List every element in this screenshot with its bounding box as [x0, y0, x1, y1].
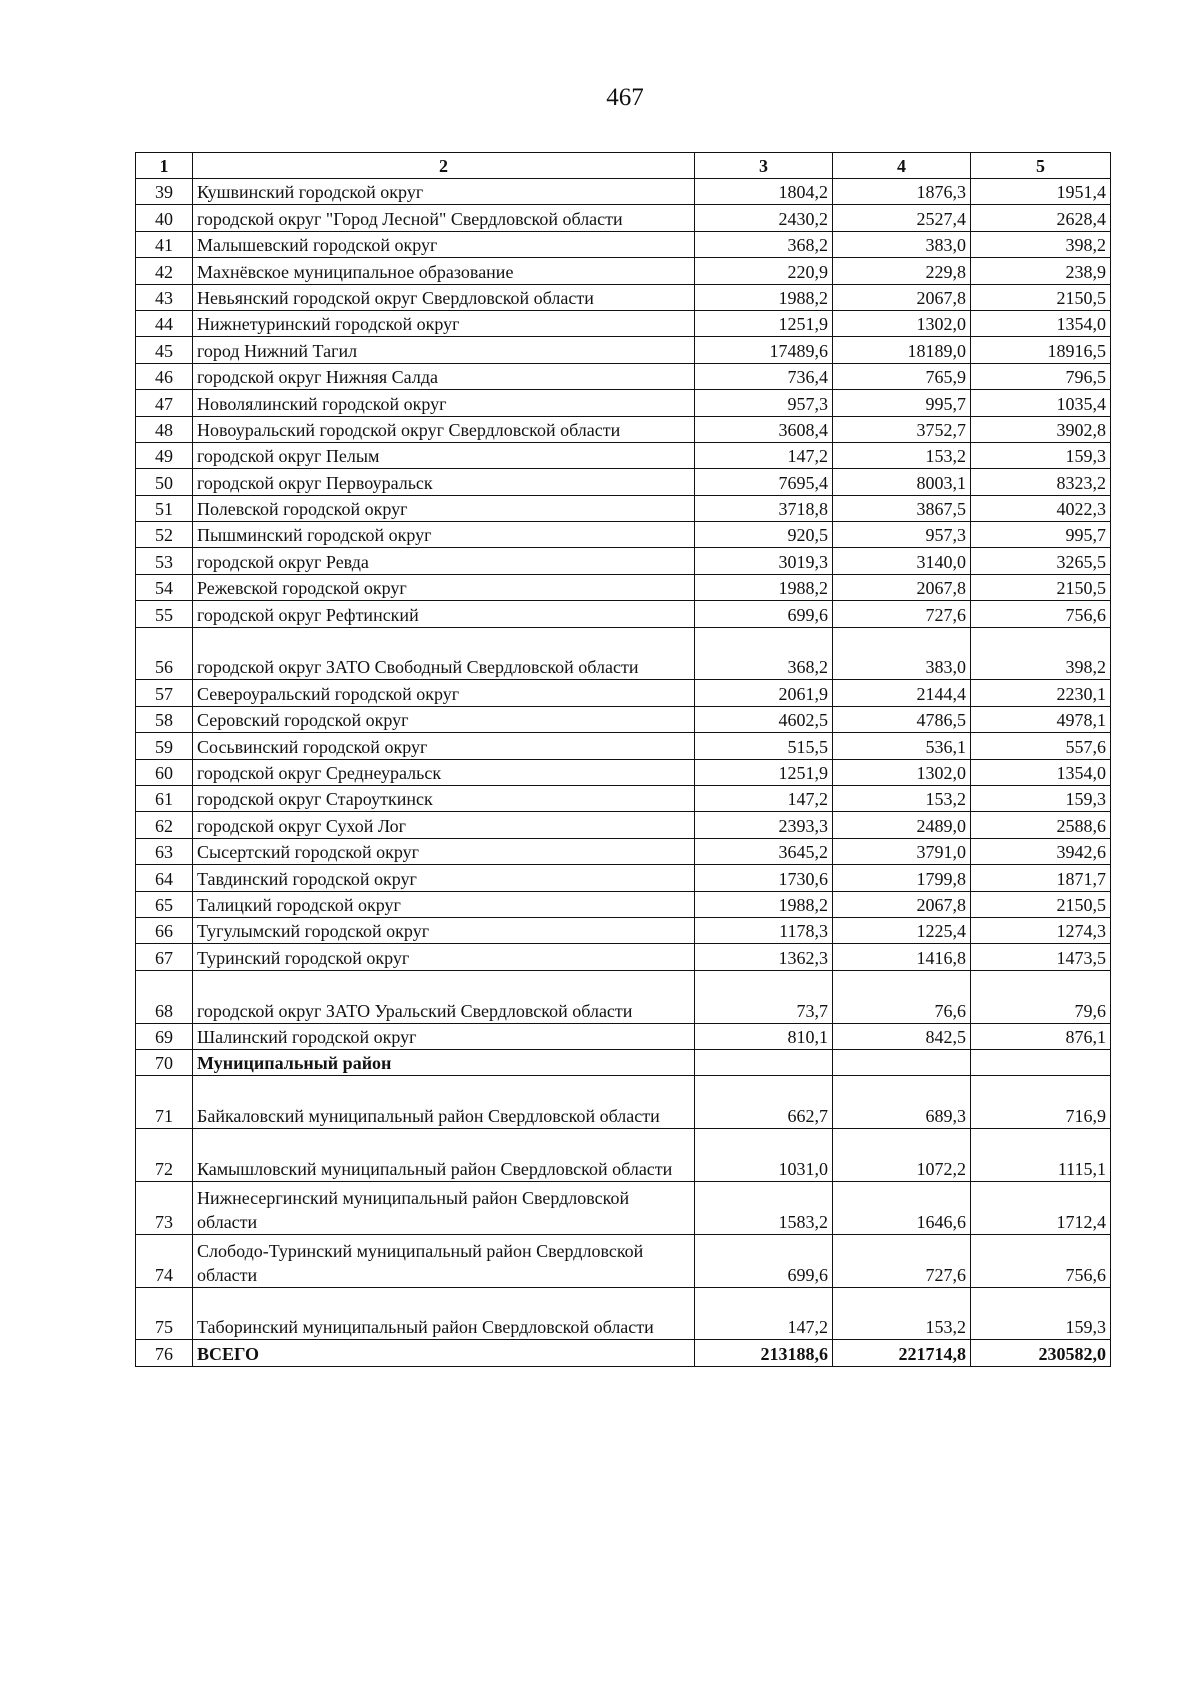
value-col4-cell: 1876,3	[833, 179, 971, 205]
row-number-cell: 52	[136, 522, 193, 548]
value-col5-cell: 1354,0	[971, 759, 1111, 785]
value-col4-cell: 2144,4	[833, 680, 971, 706]
value-col3-cell: 3608,4	[695, 416, 833, 442]
row-number-cell: 59	[136, 733, 193, 759]
municipality-name-cell: Пышминский городской округ	[193, 522, 695, 548]
value-col3-cell: 368,2	[695, 231, 833, 257]
column-header: 1	[136, 153, 193, 179]
value-col3-cell: 2061,9	[695, 680, 833, 706]
municipality-name-cell: Байкаловский муниципальный район Свердловской области	[193, 1076, 695, 1129]
municipality-name-cell: Нижнетуринский городской округ	[193, 310, 695, 336]
row-number-cell: 66	[136, 917, 193, 943]
value-col4-cell: 76,6	[833, 970, 971, 1023]
value-col3-cell: 1988,2	[695, 574, 833, 600]
value-col5-cell: 8323,2	[971, 469, 1111, 495]
value-col4-cell: 957,3	[833, 522, 971, 548]
value-col4-cell: 765,9	[833, 363, 971, 389]
municipality-name-cell: городской округ ЗАТО Уральский Свердловской области	[193, 970, 695, 1023]
value-col3-cell: 920,5	[695, 522, 833, 548]
page-number: 467	[606, 84, 644, 111]
municipality-name-cell: Малышевский городской округ	[193, 231, 695, 257]
row-number-cell: 50	[136, 469, 193, 495]
value-col3-cell: 2430,2	[695, 205, 833, 231]
table-row	[136, 390, 1111, 416]
municipality-name-cell: Камышловский муниципальный район Свердловской области	[193, 1129, 695, 1182]
table-row	[136, 680, 1111, 706]
row-number-cell: 75	[136, 1287, 193, 1340]
value-col4-cell: 536,1	[833, 733, 971, 759]
municipality-name-cell: городской округ Первоуральск	[193, 469, 695, 495]
row-number-cell: 60	[136, 759, 193, 785]
municipality-name-cell: Полевской городской округ	[193, 495, 695, 521]
value-col4-cell: 1302,0	[833, 310, 971, 336]
value-col4-cell: 383,0	[833, 231, 971, 257]
value-col4-cell: 689,3	[833, 1076, 971, 1129]
municipality-name-cell: Муниципальный район	[193, 1049, 695, 1075]
municipality-name-cell: городской округ Староуткинск	[193, 786, 695, 812]
value-col4-cell: 995,7	[833, 390, 971, 416]
value-col5-cell: 995,7	[971, 522, 1111, 548]
value-col5-cell: 3265,5	[971, 548, 1111, 574]
table-row	[136, 1023, 1111, 1049]
value-col3-cell: 736,4	[695, 363, 833, 389]
municipality-name-cell: городской округ Ревда	[193, 548, 695, 574]
value-col3-cell: 515,5	[695, 733, 833, 759]
value-col4-cell: 2067,8	[833, 284, 971, 310]
table-row	[136, 469, 1111, 495]
value-col4-cell: 383,0	[833, 627, 971, 680]
value-col4-cell: 1416,8	[833, 944, 971, 970]
row-number-cell: 65	[136, 891, 193, 917]
value-col5-cell: 2628,4	[971, 205, 1111, 231]
municipality-name-cell: Талицкий городской округ	[193, 891, 695, 917]
value-col3-cell: 2393,3	[695, 812, 833, 838]
value-col5-cell: 1274,3	[971, 917, 1111, 943]
value-col5-cell: 756,6	[971, 601, 1111, 627]
row-number-cell: 68	[136, 970, 193, 1023]
table-row	[136, 601, 1111, 627]
municipality-name-cell: Тавдинский городской округ	[193, 865, 695, 891]
value-col5-cell: 3942,6	[971, 838, 1111, 864]
value-col5-cell: 756,6	[971, 1234, 1111, 1287]
municipality-name-cell: городской округ Нижняя Салда	[193, 363, 695, 389]
value-col3-cell: 1988,2	[695, 891, 833, 917]
value-col5-cell: 2588,6	[971, 812, 1111, 838]
value-col4-cell: 727,6	[833, 601, 971, 627]
table-row	[136, 970, 1111, 1023]
table-row	[136, 786, 1111, 812]
value-col4-cell: 2067,8	[833, 891, 971, 917]
value-col5-cell: 1473,5	[971, 944, 1111, 970]
municipality-name-cell: Невьянский городской округ Свердловской области	[193, 284, 695, 310]
table-row	[136, 1076, 1111, 1129]
value-col5-cell: 79,6	[971, 970, 1111, 1023]
value-col5-cell: 159,3	[971, 786, 1111, 812]
row-number-cell: 43	[136, 284, 193, 310]
value-col4-cell: 3140,0	[833, 548, 971, 574]
municipality-name-cell: Махнёвское муниципальное образование	[193, 258, 695, 284]
municipality-name-cell: городской округ Сухой Лог	[193, 812, 695, 838]
value-col3-cell: 1362,3	[695, 944, 833, 970]
table-row	[136, 337, 1111, 363]
municipality-name-cell: Режевской городской округ	[193, 574, 695, 600]
table-row	[136, 838, 1111, 864]
value-col5-cell: 876,1	[971, 1023, 1111, 1049]
table-row	[136, 205, 1111, 231]
value-col5-cell: 1712,4	[971, 1181, 1111, 1234]
table-row	[136, 1340, 1111, 1366]
table-row	[136, 865, 1111, 891]
value-col4-cell: 8003,1	[833, 469, 971, 495]
table-row	[136, 1129, 1111, 1182]
value-col4-cell: 3867,5	[833, 495, 971, 521]
budget-table	[135, 152, 1111, 1367]
value-col4-cell: 2527,4	[833, 205, 971, 231]
table-row	[136, 917, 1111, 943]
municipality-name-cell: Серовский городской округ	[193, 706, 695, 732]
value-col3-cell: 1251,9	[695, 759, 833, 785]
table-row	[136, 812, 1111, 838]
value-col4-cell: 221714,8	[833, 1340, 971, 1366]
value-col5-cell: 2150,5	[971, 574, 1111, 600]
table-row	[136, 1234, 1111, 1287]
table-row	[136, 944, 1111, 970]
row-number-cell: 57	[136, 680, 193, 706]
value-col5-cell: 3902,8	[971, 416, 1111, 442]
value-col5-cell	[971, 1049, 1111, 1075]
row-number-cell: 49	[136, 442, 193, 468]
value-col3-cell: 3718,8	[695, 495, 833, 521]
municipality-name-cell: Североуральский городской округ	[193, 680, 695, 706]
value-col5-cell: 398,2	[971, 627, 1111, 680]
table-row	[136, 522, 1111, 548]
value-col4-cell: 3752,7	[833, 416, 971, 442]
municipality-name-cell: Туринский городской округ	[193, 944, 695, 970]
table-row	[136, 574, 1111, 600]
table-row	[136, 1181, 1111, 1234]
table-header-row	[136, 153, 1111, 179]
value-col3-cell: 147,2	[695, 442, 833, 468]
municipality-name-cell: Слободо-Туринский муниципальный район Свердловской области	[193, 1234, 695, 1287]
value-col3-cell: 3645,2	[695, 838, 833, 864]
value-col3-cell: 213188,6	[695, 1340, 833, 1366]
value-col3-cell: 699,6	[695, 1234, 833, 1287]
value-col3-cell: 1804,2	[695, 179, 833, 205]
table-row	[136, 363, 1111, 389]
value-col4-cell: 153,2	[833, 1287, 971, 1340]
value-col4-cell	[833, 1049, 971, 1075]
table-row	[136, 1049, 1111, 1075]
value-col3-cell: 662,7	[695, 1076, 833, 1129]
table-row	[136, 733, 1111, 759]
value-col5-cell: 1871,7	[971, 865, 1111, 891]
table-row	[136, 310, 1111, 336]
row-number-cell: 64	[136, 865, 193, 891]
value-col4-cell: 153,2	[833, 442, 971, 468]
table-row	[136, 179, 1111, 205]
table-row	[136, 495, 1111, 521]
table-row	[136, 258, 1111, 284]
value-col4-cell: 4786,5	[833, 706, 971, 732]
municipality-name-cell: Сысертский городской округ	[193, 838, 695, 864]
value-col3-cell: 1251,9	[695, 310, 833, 336]
value-col5-cell: 1115,1	[971, 1129, 1111, 1182]
value-col3-cell: 1730,6	[695, 865, 833, 891]
row-number-cell: 42	[136, 258, 193, 284]
municipality-name-cell: Новоуральский городской округ Свердловской области	[193, 416, 695, 442]
table-row	[136, 627, 1111, 680]
municipality-name-cell: Тугулымский городской округ	[193, 917, 695, 943]
value-col3-cell: 810,1	[695, 1023, 833, 1049]
value-col5-cell: 1354,0	[971, 310, 1111, 336]
value-col3-cell: 1583,2	[695, 1181, 833, 1234]
value-col5-cell: 4978,1	[971, 706, 1111, 732]
municipality-name-cell: городской округ Среднеуральск	[193, 759, 695, 785]
municipality-name-cell: городской округ "Город Лесной" Свердловской области	[193, 205, 695, 231]
municipality-name-cell: ВСЕГО	[193, 1340, 695, 1366]
municipality-name-cell: Шалинский городской округ	[193, 1023, 695, 1049]
municipality-name-cell: Сосьвинский городской округ	[193, 733, 695, 759]
table-row	[136, 442, 1111, 468]
value-col3-cell	[695, 1049, 833, 1075]
value-col5-cell: 398,2	[971, 231, 1111, 257]
table-row	[136, 284, 1111, 310]
column-header: 5	[971, 153, 1111, 179]
column-header: 3	[695, 153, 833, 179]
row-number-cell: 74	[136, 1234, 193, 1287]
municipality-name-cell: Новолялинский городской округ	[193, 390, 695, 416]
value-col4-cell: 1225,4	[833, 917, 971, 943]
value-col3-cell: 3019,3	[695, 548, 833, 574]
value-col4-cell: 229,8	[833, 258, 971, 284]
value-col5-cell: 2150,5	[971, 891, 1111, 917]
row-number-cell: 61	[136, 786, 193, 812]
row-number-cell: 73	[136, 1181, 193, 1234]
value-col3-cell: 147,2	[695, 786, 833, 812]
table-body	[136, 179, 1111, 1367]
value-col5-cell: 1035,4	[971, 390, 1111, 416]
table-row	[136, 891, 1111, 917]
value-col4-cell: 727,6	[833, 1234, 971, 1287]
value-col3-cell: 17489,6	[695, 337, 833, 363]
value-col4-cell: 1302,0	[833, 759, 971, 785]
value-col3-cell: 957,3	[695, 390, 833, 416]
row-number-cell: 76	[136, 1340, 193, 1366]
value-col4-cell: 2489,0	[833, 812, 971, 838]
value-col5-cell: 159,3	[971, 442, 1111, 468]
value-col3-cell: 7695,4	[695, 469, 833, 495]
row-number-cell: 72	[136, 1129, 193, 1182]
row-number-cell: 44	[136, 310, 193, 336]
row-number-cell: 70	[136, 1049, 193, 1075]
row-number-cell: 47	[136, 390, 193, 416]
row-number-cell: 67	[136, 944, 193, 970]
value-col3-cell: 4602,5	[695, 706, 833, 732]
municipality-name-cell: Кушвинский городской округ	[193, 179, 695, 205]
value-col5-cell: 716,9	[971, 1076, 1111, 1129]
table-row	[136, 706, 1111, 732]
table-row	[136, 1287, 1111, 1340]
value-col5-cell: 1951,4	[971, 179, 1111, 205]
municipality-name-cell: город Нижний Тагил	[193, 337, 695, 363]
municipality-name-cell: городской округ Рефтинский	[193, 601, 695, 627]
row-number-cell: 40	[136, 205, 193, 231]
row-number-cell: 46	[136, 363, 193, 389]
value-col4-cell: 3791,0	[833, 838, 971, 864]
municipality-name-cell: Нижнесергинский муниципальный район Свердловской области	[193, 1181, 695, 1234]
municipality-name-cell: городской округ Пелым	[193, 442, 695, 468]
value-col3-cell: 220,9	[695, 258, 833, 284]
value-col4-cell: 153,2	[833, 786, 971, 812]
value-col5-cell: 159,3	[971, 1287, 1111, 1340]
value-col4-cell: 18189,0	[833, 337, 971, 363]
row-number-cell: 56	[136, 627, 193, 680]
municipality-name-cell: Таборинский муниципальный район Свердловской области	[193, 1287, 695, 1340]
row-number-cell: 53	[136, 548, 193, 574]
row-number-cell: 58	[136, 706, 193, 732]
value-col3-cell: 1178,3	[695, 917, 833, 943]
value-col3-cell: 699,6	[695, 601, 833, 627]
row-number-cell: 39	[136, 179, 193, 205]
row-number-cell: 51	[136, 495, 193, 521]
row-number-cell: 55	[136, 601, 193, 627]
value-col4-cell: 1072,2	[833, 1129, 971, 1182]
row-number-cell: 41	[136, 231, 193, 257]
value-col4-cell: 2067,8	[833, 574, 971, 600]
value-col5-cell: 557,6	[971, 733, 1111, 759]
row-number-cell: 48	[136, 416, 193, 442]
row-number-cell: 69	[136, 1023, 193, 1049]
value-col5-cell: 238,9	[971, 258, 1111, 284]
value-col4-cell: 842,5	[833, 1023, 971, 1049]
value-col5-cell: 18916,5	[971, 337, 1111, 363]
value-col4-cell: 1646,6	[833, 1181, 971, 1234]
value-col4-cell: 1799,8	[833, 865, 971, 891]
row-number-cell: 54	[136, 574, 193, 600]
value-col3-cell: 73,7	[695, 970, 833, 1023]
municipality-name-cell: городской округ ЗАТО Свободный Свердловской области	[193, 627, 695, 680]
value-col5-cell: 796,5	[971, 363, 1111, 389]
value-col3-cell: 368,2	[695, 627, 833, 680]
value-col5-cell: 2230,1	[971, 680, 1111, 706]
value-col5-cell: 2150,5	[971, 284, 1111, 310]
row-number-cell: 62	[136, 812, 193, 838]
value-col5-cell: 230582,0	[971, 1340, 1111, 1366]
table-row	[136, 548, 1111, 574]
value-col3-cell: 1988,2	[695, 284, 833, 310]
table-row	[136, 759, 1111, 785]
value-col3-cell: 1031,0	[695, 1129, 833, 1182]
row-number-cell: 63	[136, 838, 193, 864]
value-col5-cell: 4022,3	[971, 495, 1111, 521]
column-header: 4	[833, 153, 971, 179]
value-col3-cell: 147,2	[695, 1287, 833, 1340]
row-number-cell: 45	[136, 337, 193, 363]
table-row	[136, 416, 1111, 442]
row-number-cell: 71	[136, 1076, 193, 1129]
column-header: 2	[193, 153, 695, 179]
table-row	[136, 231, 1111, 257]
